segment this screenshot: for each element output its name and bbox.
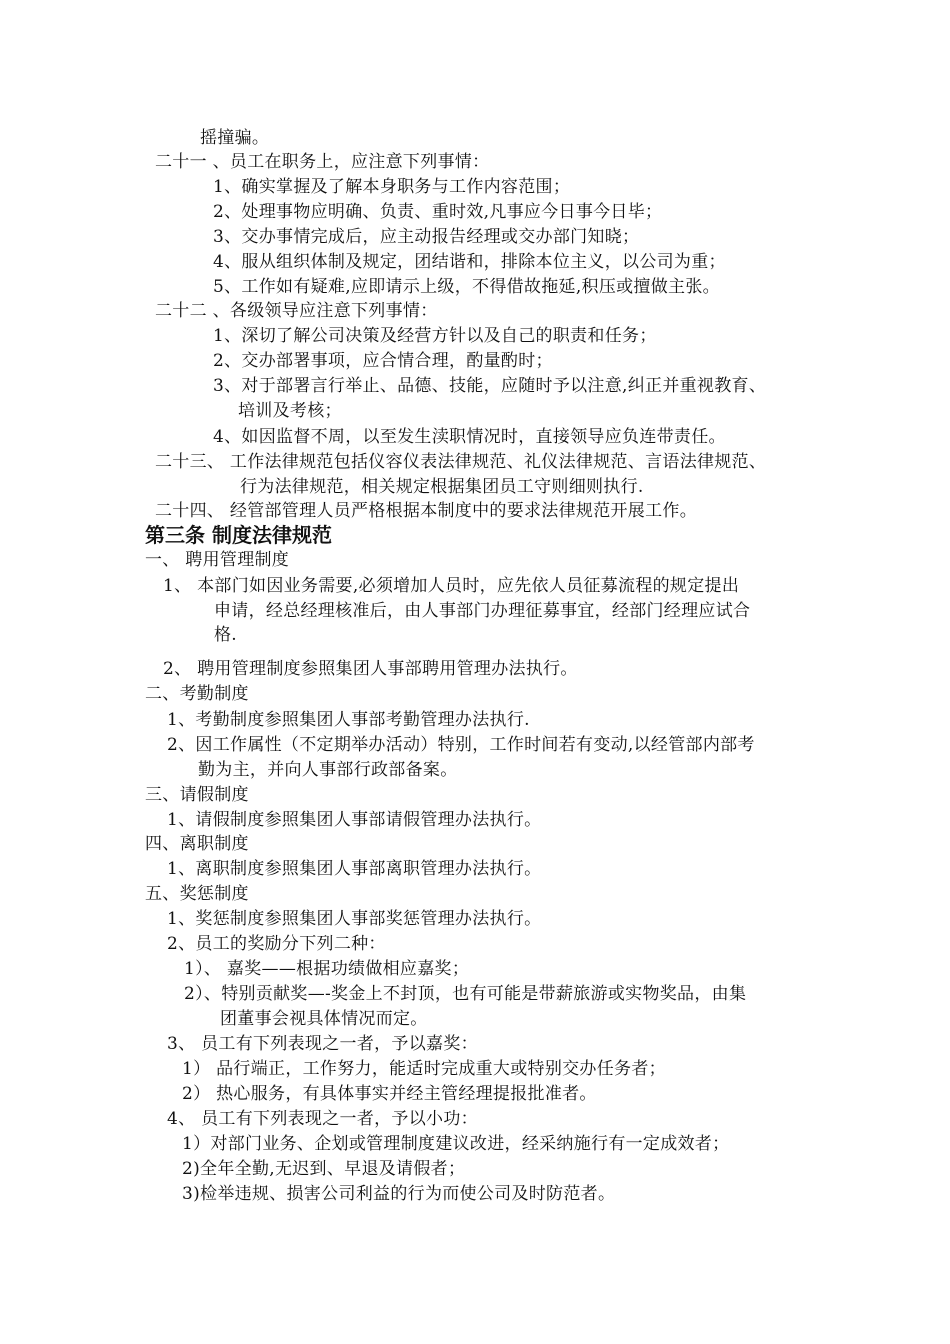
list-item: 4、服从组织体制及规定，团结谐和，排除本位主义，以公司为重；: [213, 252, 726, 272]
text-line: 二十四、 经管部管理人员严格根据本制度中的要求法律规范开展工作。: [155, 501, 698, 521]
subsection-heading: 四、离职制度: [145, 834, 249, 854]
list-item: 5、工作如有疑难,应即请示上级，不得借故拖延,积压或擅做主张。: [213, 277, 720, 297]
list-item-continuation: 勤为主，并向人事部行政部备案。: [198, 760, 458, 780]
list-item: 2、 聘用管理制度参照集团人事部聘用管理办法执行。: [163, 659, 578, 679]
list-item: 3、 员工有下列表现之一者，予以嘉奖：: [167, 1034, 478, 1054]
list-item: 1、离职制度参照集团人事部离职管理办法执行。: [167, 859, 542, 879]
subsection-heading: 一、 聘用管理制度: [145, 550, 290, 570]
section-heading: 第三条 制度法律规范: [145, 523, 332, 547]
list-item: 1、请假制度参照集团人事部请假管理办法执行。: [167, 810, 542, 830]
sub-list-item: 1）、 嘉奖——根据功绩做相应嘉奖；: [184, 959, 470, 979]
sub-list-item-continuation: 团董事会视具体情况而定。: [220, 1009, 428, 1029]
list-item: 3、交办事情完成后，应主动报告经理或交办部门知晓；: [213, 227, 640, 247]
list-item: 1、奖惩制度参照集团人事部奖惩管理办法执行。: [167, 909, 542, 929]
list-item-continuation: 培训及考核；: [238, 401, 342, 421]
sub-list-item: 2）、特别贡献奖—-奖金上不封顶，也有可能是带薪旅游或实物奖品，由集: [184, 984, 747, 1004]
sub-list-item: 3)检举违规、损害公司利益的行为而使公司及时防范者。: [182, 1184, 616, 1204]
list-item: 2、因工作属性（不定期举办活动）特别，工作时间若有变动,以经管部内部考: [167, 735, 755, 755]
list-item: 1、确实掌握及了解本身职务与工作内容范围；: [213, 177, 571, 197]
text-line: 二十三、 工作法律规范包括仪容仪表法律规范、礼仪法律规范、言语法律规范、: [155, 452, 767, 472]
list-item-continuation: 申请，经总经理核准后，由人事部门办理征募事宜，经部门经理应试合: [214, 601, 751, 621]
list-item: 4、 员工有下列表现之一者，予以小功：: [167, 1109, 478, 1129]
subsection-heading: 二、考勤制度: [145, 684, 249, 704]
list-item: 1、 本部门如因业务需要,必须增加人员时，应先依人员征募流程的规定提出: [163, 576, 740, 596]
list-item-continuation: 格.: [214, 625, 238, 645]
list-item: 1、考勤制度参照集团人事部考勤管理办法执行.: [167, 710, 530, 730]
list-item: 4、如因监督不周，以至发生渎职情况时，直接领导应负连带责任。: [213, 427, 726, 447]
sub-list-item: 1） 品行端正，工作努力，能适时完成重大或特别交办任务者；: [182, 1059, 666, 1079]
text-line: 二十二 、各级领导应注意下列事情：: [155, 301, 438, 321]
list-item: 2、处理事物应明确、负责、重时效,凡事应今日事今日毕；: [213, 202, 663, 222]
text-line: 二十一 、员工在职务上，应注意下列事情：: [155, 152, 490, 172]
sub-list-item: 1）对部门业务、企划或管理制度建议改进，经采纳施行有一定成效者；: [182, 1134, 730, 1154]
sub-list-item: 2)全年全勤,无迟到、早退及请假者；: [182, 1159, 466, 1179]
list-item: 2、交办部署事项，应合情合理，酌量酌时；: [213, 351, 553, 371]
subsection-heading: 五、奖惩制度: [145, 884, 249, 904]
list-item: 2、员工的奖励分下列二种：: [167, 934, 386, 954]
list-item: 3、对于部署言行举止、品德、技能，应随时予以注意,纠正并重视教育、: [213, 376, 767, 396]
sub-list-item: 2） 热心服务，有具体事实并经主管经理提报批准者。: [182, 1084, 597, 1104]
subsection-heading: 三、请假制度: [145, 785, 249, 805]
text-line: 摇撞骗。: [200, 128, 270, 148]
text-line-continuation: 行为法律规范，相关规定根据集团员工守则细则执行.: [240, 477, 644, 497]
list-item: 1、深切了解公司决策及经营方针以及自己的职责和任务；: [213, 326, 657, 346]
